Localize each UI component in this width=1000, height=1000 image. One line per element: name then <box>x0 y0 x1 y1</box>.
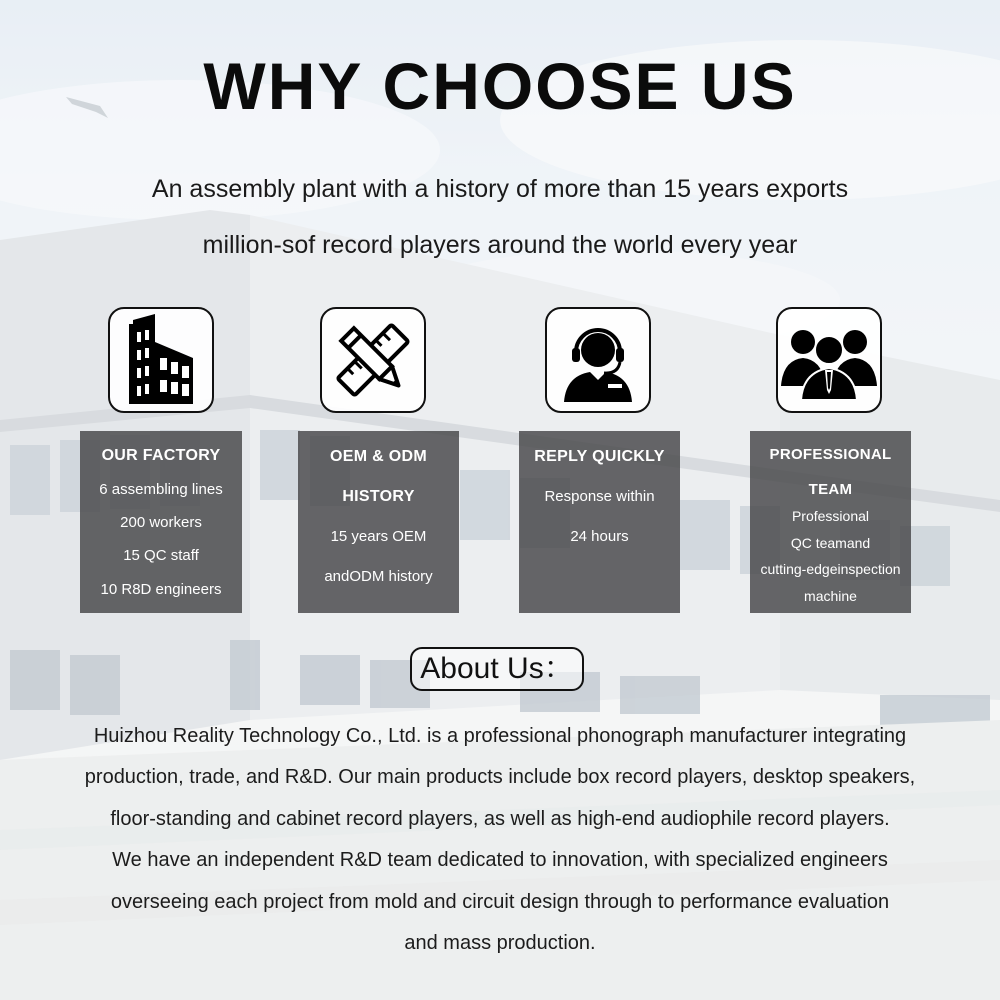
card-line: 15 QC staff <box>123 547 199 564</box>
card-heading: OEM & ODM <box>330 448 427 465</box>
page-title: WHY CHOOSE US <box>203 49 797 123</box>
about-us-label: About Us： <box>410 647 584 691</box>
headset-support-icon <box>545 307 651 413</box>
card-heading: PROFESSIONAL <box>769 446 892 463</box>
feature-card-reply-quickly <box>519 431 680 613</box>
card-line: 200 workers <box>120 514 202 531</box>
card-line: 6 assembling lines <box>99 481 223 498</box>
card-line: 24 hours <box>570 528 629 545</box>
card-line: QC teamand <box>790 535 871 551</box>
card-heading: TEAM <box>808 481 853 498</box>
card-line: andODM history <box>324 568 433 585</box>
card-heading: REPLY QUICKLY <box>534 448 665 465</box>
card-heading: OUR FACTORY <box>101 447 221 464</box>
card-heading: HISTORY <box>342 488 415 505</box>
factory-icon <box>108 307 214 413</box>
card-line: machine <box>804 588 857 604</box>
subtitle-line: million-sof record players around the world every year <box>202 231 798 259</box>
feature-card-professional-team <box>750 431 911 613</box>
about-paragraph-line: overseeing each project from mold and circuit design through to performance evaluation <box>110 891 890 913</box>
ruler-pencil-icon <box>320 307 426 413</box>
card-line: Professional <box>791 508 870 524</box>
feature-card-our-factory <box>80 431 242 613</box>
card-line: 15 years OEM <box>330 528 427 545</box>
about-paragraph-line: floor-standing and cabinet record players, as well as high-end audiophile record players. <box>110 808 890 830</box>
about-paragraph-line: We have an independent R&D team dedicated to innovation, with specialized engineers <box>112 849 888 871</box>
about-paragraph-line: Huizhou Reality Technology Co., Ltd. is a professional phonograph manufacturer integrating <box>93 725 907 747</box>
team-icon <box>776 307 882 413</box>
card-line: 10 R8D engineers <box>100 581 222 598</box>
card-line: cutting-edgeinspection <box>760 561 901 577</box>
subtitle-line: An assembly plant with a history of more than 15 years exports <box>151 175 849 203</box>
about-paragraph-line: and mass production. <box>404 932 596 954</box>
feature-card-oem-odm <box>298 431 459 613</box>
about-paragraph-line: production, trade, and R&D. Our main products include box record players, desktop speakers, <box>84 766 916 788</box>
card-line: Response within <box>544 488 655 505</box>
